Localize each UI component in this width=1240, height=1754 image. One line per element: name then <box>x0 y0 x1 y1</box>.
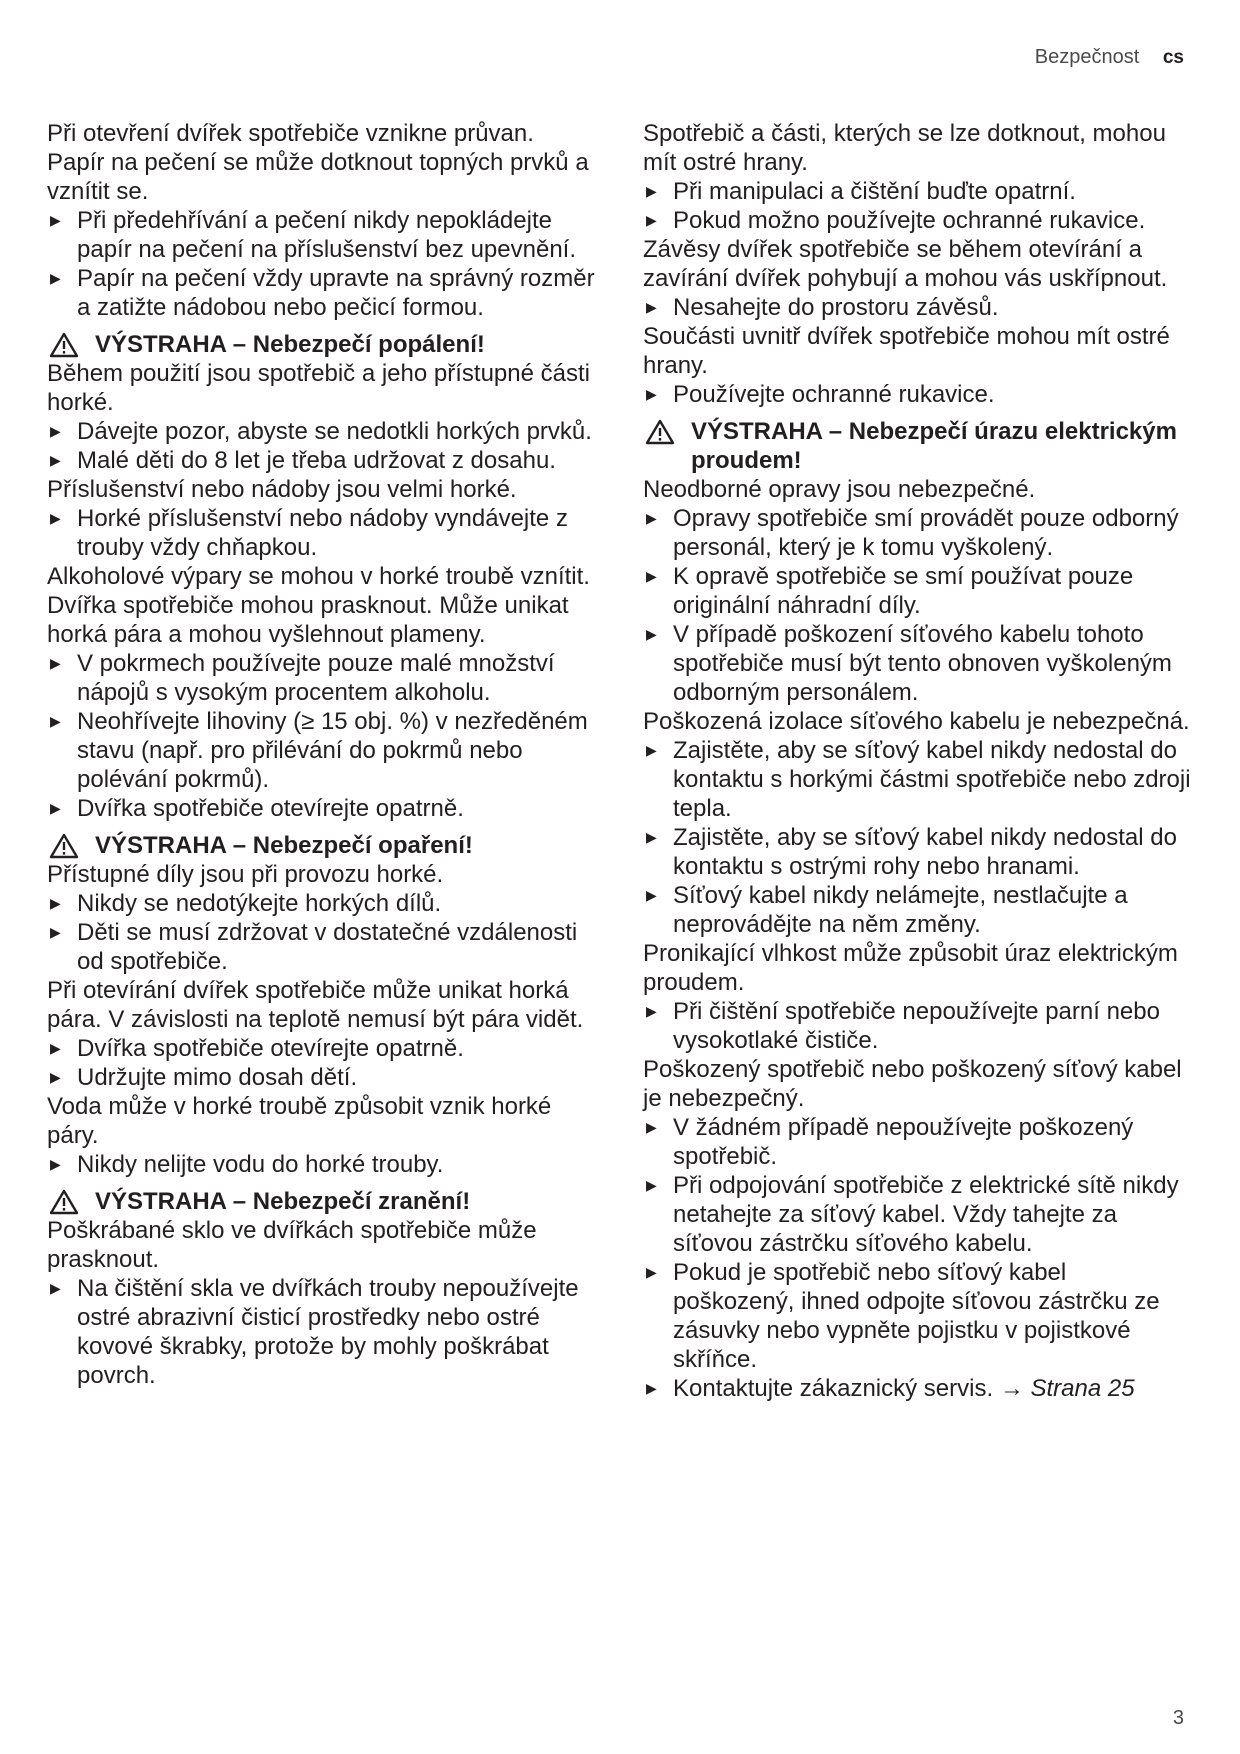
list-item-text: Dvířka spotřebiče otevírejte opatrně. <box>77 1035 464 1062</box>
list-item <box>47 649 595 707</box>
list-item <box>47 1274 595 1390</box>
list-item-text: Dávejte pozor, abyste se nedotkli horkých prvků. <box>77 418 592 445</box>
warning-heading-text: VÝSTRAHA – Nebezpečí opaření! <box>95 832 473 859</box>
left-column <box>47 119 595 1390</box>
list-item-text: Děti se musí zdržovat v dostatečné vzdálenosti od spotřebiče. <box>77 919 578 975</box>
bullet-arrow-icon: ▶ <box>646 183 657 199</box>
paragraph: Alkoholové výpary se mohou v horké troubě vznítit. Dvířka spotřebiče mohou prasknout. Může unikat horká pára a mohou vyšlehnout plameny. <box>47 563 590 648</box>
list-item <box>47 889 595 918</box>
paragraph: Neodborné opravy jsou nebezpečné. <box>643 476 1036 503</box>
list-item-text: Pokud možno používejte ochranné rukavice. <box>673 207 1146 234</box>
bullet-arrow-icon: ▶ <box>646 1119 657 1135</box>
warning-triangle-icon <box>49 833 79 859</box>
warning-heading <box>47 831 595 860</box>
list-item-text: Horké příslušenství nebo nádoby vyndávejte z trouby vždy chňapkou. <box>77 505 568 561</box>
bullet-arrow-icon: ▶ <box>646 299 657 315</box>
list-item-text: Při odpojování spotřebiče z elektrické sítě nikdy netahejte za síťový kabel. Vždy tahejte za síťovou zástrčku síťového kabelu. <box>673 1172 1179 1257</box>
list-item-text: Na čištění skla ve dvířkách trouby nepoužívejte ostré abrazivní čisticí prostředky nebo ostré kovové škrabky, protože by mohly poškrábat povrch. <box>77 1275 579 1389</box>
list-item-text: V případě poškození síťového kabelu tohoto spotřebiče musí být tento obnoven vyškoleným odborným personálem. <box>673 621 1172 706</box>
paragraph: Příslušenství nebo nádoby jsou velmi horké. <box>47 476 517 503</box>
paragraph: Spotřebič a části, kterých se lze dotknout, mohou mít ostré hrany. <box>643 120 1166 176</box>
list-item <box>47 1150 595 1179</box>
list-item <box>643 177 1191 206</box>
list-item-text: Při čištění spotřebiče nepoužívejte parní nebo vysokotlaké čističe. <box>673 998 1160 1054</box>
warning-heading <box>643 417 1191 475</box>
list-item <box>643 293 1191 322</box>
list-item <box>47 206 595 264</box>
paragraph: Během použití jsou spotřebič a jeho přístupné části horké. <box>47 360 590 416</box>
list-item <box>47 794 595 823</box>
list-item <box>47 707 595 794</box>
bullet-arrow-icon: ▶ <box>50 270 61 286</box>
list-item-text: V pokrmech používejte pouze malé množství nápojů s vysokým procentem alkoholu. <box>77 650 555 706</box>
bullet-arrow-icon: ▶ <box>50 713 61 729</box>
list-item-text: V žádném případě nepoužívejte poškozený spotřebič. <box>673 1114 1134 1170</box>
paragraph: Voda může v horké troubě způsobit vznik horké páry. <box>47 1093 552 1149</box>
list-item-text: Zajistěte, aby se síťový kabel nikdy nedostal do kontaktu s ostrými rohy nebo hranami. <box>673 824 1177 880</box>
paragraph: Při otevření dvířek spotřebiče vznikne průvan. Papír na pečení se může dotknout topných prvků a vznítit se. <box>47 120 589 205</box>
bullet-arrow-icon: ▶ <box>50 452 61 468</box>
warning-triangle-icon <box>49 332 79 358</box>
list-item <box>47 504 595 562</box>
list-item <box>47 1034 595 1063</box>
list-item <box>47 1063 595 1092</box>
list-item <box>643 823 1191 881</box>
paragraph: Závěsy dvířek spotřebiče se během otevírání a zavírání dvířek pohybují a mohou vás uskřípnout. <box>643 236 1168 292</box>
list-item <box>643 380 1191 409</box>
list-item <box>643 736 1191 823</box>
list-item-text: Při manipulaci a čištění buďte opatrní. <box>673 178 1076 205</box>
paragraph: Přístupné díly jsou při provozu horké. <box>47 861 444 888</box>
bullet-arrow-icon: ▶ <box>646 568 657 584</box>
bullet-arrow-icon: ▶ <box>646 1380 657 1396</box>
bullet-arrow-icon: ▶ <box>50 924 61 940</box>
paragraph: Poškrábané sklo ve dvířkách spotřebiče může prasknout. <box>47 1217 537 1273</box>
list-item-text: Nikdy nelijte vodu do horké trouby. <box>77 1151 444 1178</box>
bullet-arrow-icon: ▶ <box>646 887 657 903</box>
bullet-arrow-icon: ▶ <box>646 1264 657 1280</box>
section-title: Bezpečnost <box>1034 46 1140 68</box>
list-item-text: Kontaktujte zákaznický servis. <box>673 1375 994 1402</box>
paragraph: Poškozený spotřebič nebo poškozený síťový kabel je nebezpečný. <box>643 1056 1182 1112</box>
list-item <box>643 562 1191 620</box>
warning-heading <box>47 330 595 359</box>
list-item <box>47 264 595 322</box>
bullet-arrow-icon: ▶ <box>50 212 61 228</box>
list-item <box>643 1374 1191 1403</box>
bullet-arrow-icon: ▶ <box>50 800 61 816</box>
bullet-arrow-icon: ▶ <box>50 655 61 671</box>
bullet-arrow-icon: ▶ <box>646 510 657 526</box>
list-item <box>643 997 1191 1055</box>
paragraph: Poškozená izolace síťového kabelu je nebezpečná. <box>643 708 1190 735</box>
paragraph: Pronikající vlhkost může způsobit úraz elektrickým proudem. <box>643 940 1178 996</box>
paragraph: Při otevírání dvířek spotřebiče může unikat horká pára. V závislosti na teplotě nemusí být pára vidět. <box>47 977 584 1033</box>
warning-heading-text: VÝSTRAHA – Nebezpečí úrazu elektrickým proudem! <box>691 418 1177 474</box>
bullet-arrow-icon: ▶ <box>646 1177 657 1193</box>
list-item-text: Dvířka spotřebiče otevírejte opatrně. <box>77 795 464 822</box>
paragraph: Součásti uvnitř dvířek spotřebiče mohou mít ostré hrany. <box>643 323 1170 379</box>
right-column <box>643 119 1191 1403</box>
bullet-arrow-icon: ▶ <box>646 742 657 758</box>
list-item-text: Udržujte mimo dosah dětí. <box>77 1064 358 1091</box>
bullet-arrow-icon: ▶ <box>646 626 657 642</box>
bullet-arrow-icon: ▶ <box>50 1069 61 1085</box>
list-item <box>643 1113 1191 1171</box>
bullet-arrow-icon: ▶ <box>50 423 61 439</box>
list-item-text: Neohřívejte lihoviny (≥ 15 obj. %) v nezředěném stavu (např. pro přilévání do pokrmů nebo polévání pokrmů). <box>77 708 588 793</box>
language-code: cs <box>1162 47 1184 68</box>
bullet-arrow-icon: ▶ <box>50 1040 61 1056</box>
list-item <box>643 206 1191 235</box>
list-item <box>47 918 595 976</box>
list-item-text: Nikdy se nedotýkejte horkých dílů. <box>77 890 442 917</box>
list-item <box>643 1171 1191 1258</box>
list-item-text: Síťový kabel nikdy nelámejte, nestlačujte a neprovádějte na něm změny. <box>673 882 1128 938</box>
bullet-arrow-icon: ▶ <box>646 212 657 228</box>
warning-heading <box>47 1187 595 1216</box>
bullet-arrow-icon: ▶ <box>50 510 61 526</box>
list-item-text: Papír na pečení vždy upravte na správný rozměr a zatižte nádobou nebo pečicí formou. <box>77 265 595 321</box>
list-item <box>47 446 595 475</box>
warning-triangle-icon <box>49 1189 79 1215</box>
list-item <box>643 1258 1191 1374</box>
list-item <box>47 417 595 446</box>
list-item-text: Pokud je spotřebič nebo síťový kabel poškozený, ihned odpojte síťovou zástrčku ze zásuvky nebo vypněte pojistku v pojistkové skříňce. <box>673 1259 1160 1373</box>
list-item-text: Malé děti do 8 let je třeba udržovat z dosahu. <box>77 447 556 474</box>
list-item-text: K opravě spotřebiče se smí používat pouze originální náhradní díly. <box>673 563 1134 619</box>
warning-heading-text: VÝSTRAHA – Nebezpečí popálení! <box>95 331 485 358</box>
page-reference-link[interactable]: → Strana 25 <box>999 1375 1135 1402</box>
list-item-text: Nesahejte do prostoru závěsů. <box>673 294 999 321</box>
list-item <box>643 620 1191 707</box>
page-number: 3 <box>1172 1707 1184 1729</box>
list-item-text: Při předehřívání a pečení nikdy nepokládejte papír na pečení na příslušenství bez upevnění. <box>77 207 576 263</box>
warning-triangle-icon <box>645 419 675 445</box>
bullet-arrow-icon: ▶ <box>646 1003 657 1019</box>
list-item <box>643 504 1191 562</box>
bullet-arrow-icon: ▶ <box>50 895 61 911</box>
page-header <box>1035 46 1184 69</box>
warning-heading-text: VÝSTRAHA – Nebezpečí zranění! <box>95 1188 471 1215</box>
list-item-text: Zajistěte, aby se síťový kabel nikdy nedostal do kontaktu s horkými částmi spotřebiče nebo zdroji tepla. <box>673 737 1191 822</box>
list-item-text: Používejte ochranné rukavice. <box>673 381 995 408</box>
list-item-text: Opravy spotřebiče smí provádět pouze odborný personál, který je k tomu vyškolený. <box>673 505 1179 561</box>
bullet-arrow-icon: ▶ <box>50 1280 61 1296</box>
bullet-arrow-icon: ▶ <box>50 1156 61 1172</box>
list-item <box>643 881 1191 939</box>
bullet-arrow-icon: ▶ <box>646 386 657 402</box>
bullet-arrow-icon: ▶ <box>646 829 657 845</box>
